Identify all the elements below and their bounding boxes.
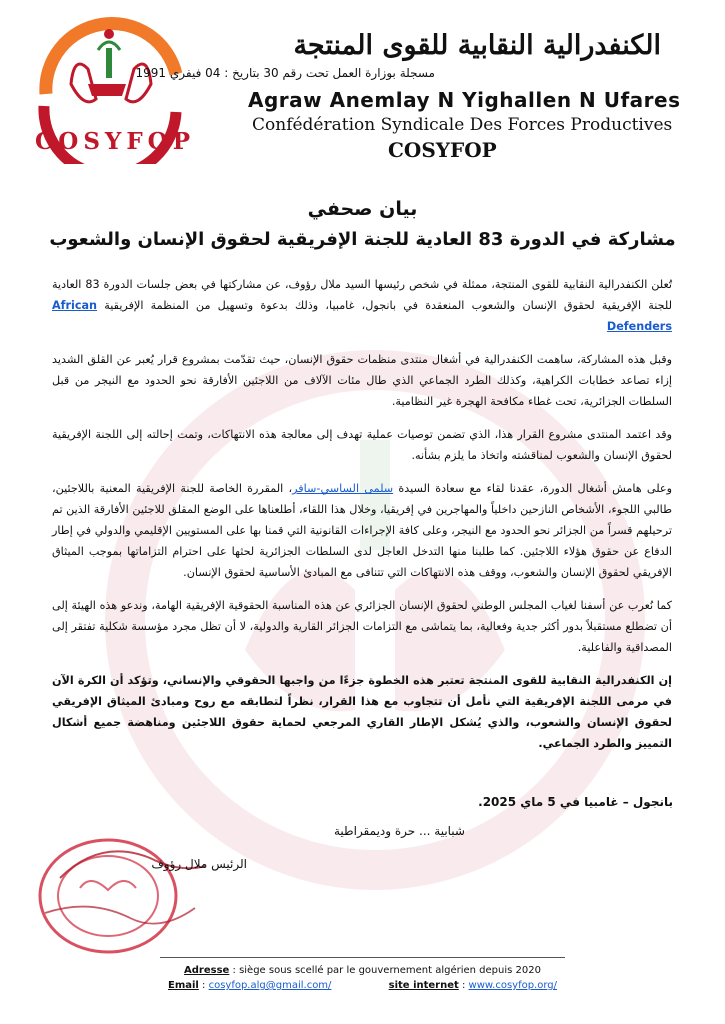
footer-divider (160, 957, 565, 958)
paragraph-5: كما نُعرب عن أسفنا لغياب المجلس الوطني لحقوق الإنسان الجزائري عن هذه المناسبة الحقوقية الإفريقية الهامة، وندعو هذه الهيئة إلى أن تضطلع مستقبلاً بدور أكثر جدية وفعالية، بما يتماشى مع التزامات الجزائر القارية والدولية، لا أن تظل مجرد مؤسسة شكلية تفتقر إلى المصداقية والفاعلية. (52, 599, 672, 654)
address-value: : siège sous scellé par le gouvernement algérien depuis 2020 (229, 965, 541, 976)
organization-french-name: Confédération Syndicale Des Forces Productives (252, 115, 673, 135)
email-link[interactable]: cosyfop.alg@gmail.com/ (208, 980, 332, 991)
paragraph-4-text-b: ، المقررة الخاصة للجنة الإفريقية المعنية باللاجئين، طالبي اللجوء، الأشخاص النازحين داخلياً والمهاجرين في إفريقيا، وخلال هذا اللقاء، أطلعناها على الوضع المقلق للاجئين الأفارقة الذين تم ترحيلهم قسراً من الجزائر نحو الحدود مع النيجر، وعلى كافة الإجراءات القانونية التي قمنا بها على المستويين الإقليمي والدولي في إطار الدفاع عن حقوق هؤلاء اللاجئين. كما طلبنا منها التدخل العاجل لدى السلطات الجزائرية لحثها على احترام التزاماتها بموجب الميثاق الإفريقي لحقوق الإنسان والشعوب، ووقف هذه الانتهاكات التي تتنافى مع المبادئ الأساسية لحقوق الإنسان. (52, 482, 672, 579)
paragraph-1-text: تُعلن الكنفدرالية النقابية للقوى المنتجة، ممثلة في شخص رئيسها السيد ملال رؤوف، عن مشاركتها في بعض جلسات الدورة 83 العادية للجنة الإفريقية لحقوق الإنسان والشعوب المنعقدة في بانجول، غامبيا، وذلك بدعوة وتسهيل من المنظمة الإفريقية (52, 278, 672, 312)
official-stamp-icon (20, 818, 220, 958)
signatory-name: الرئيس ملال رؤوف (151, 857, 247, 871)
registration-line: مسجلة بوزارة العمل تحت رقم 30 بتاريخ : 04 فيفري 1991 (135, 66, 435, 80)
paragraph-1 (52, 274, 672, 337)
rapporteur-name-link[interactable]: سلمى الساسي-سافر (292, 482, 394, 495)
document-title: بيان صحفي (307, 198, 418, 220)
paragraph-6: إن الكنفدرالية النقابية للقوى المنتجة تعتبر هذه الخطوة جزءًا من واجبها الحقوقي والإنساني، وتؤكد أن الكرة الآن في مرمى اللجنة الإفريقية التي نأمل أن تتجاوب مع هذا القرار، نظراً لتطابقه مع روح ومبادئ الميثاق الإفريقي لحقوق الإنسان والشعوب، والذي يُشكل الإطار القاري المرجعي لحماية حقوق اللاجئين ومناهضة جميع أشكال التمييز والطرد الجماعي. (52, 674, 672, 750)
motto-line: شبابية ... حرة وديمقراطية (334, 824, 465, 838)
african-defenders-link[interactable]: African Defenders (52, 299, 672, 333)
website-label: site internet (388, 980, 459, 991)
press-release-body (52, 274, 672, 766)
organization-acronym: COSYFOP (388, 138, 497, 162)
footer-contacts: Email : cosyfop.alg@gmail.com/ site internet : www.cosyfop.org/ (167, 980, 558, 991)
date-location-line: بانجول – غامبيا في 5 ماي 2025. (478, 795, 673, 809)
paragraph-2: وقبل هذه المشاركة، ساهمت الكنفدرالية في أشغال منتدى منظمات حقوق الإنسان، حيث تقدّمت بمشروع قرار يُعبر عن القلق الشديد إزاء تصاعد خطابات الكراهية، وكذلك الطرد الجماعي الذي طال مئات الآلاف من اللاجئين الأفارقة نحو الحدود مع النيجر من قبل السلطات الجزائرية، تحت غطاء مكافحة الهجرة غير النظامية. (52, 353, 672, 408)
document-subtitle: مشاركة في الدورة 83 العادية للجنة الإفريقية لحقوق الإنسان والشعوب (49, 229, 676, 250)
paragraph-4 (52, 478, 672, 583)
footer-address (0, 965, 725, 976)
email-label: Email (167, 980, 199, 991)
paragraph-4-text-a: وعلى هامش أشغال الدورة، عقدنا لقاء مع سعادة السيدة (398, 482, 673, 495)
address-label: Adresse (184, 965, 230, 976)
logo-wordmark: COSYFOP (34, 128, 196, 155)
organization-amazigh-name: Agraw Anemlay N Yighallen N Ufares (248, 88, 681, 112)
website-link[interactable]: www.cosyfop.org/ (468, 980, 558, 991)
paragraph-3: وقد اعتمد المنتدى مشروع القرار هذا، الذي تضمن توصيات عملية تهدف إلى معالجة هذه الانتهاكات، وتمت إحالته إلى اللجنة الإفريقية لحقوق الإنسان والشعوب لمناقشته واتخاذ ما يلزم بشأنه. (52, 428, 672, 462)
organization-arabic-name: الكنفدرالية النقابية للقوى المنتجة (293, 30, 661, 61)
